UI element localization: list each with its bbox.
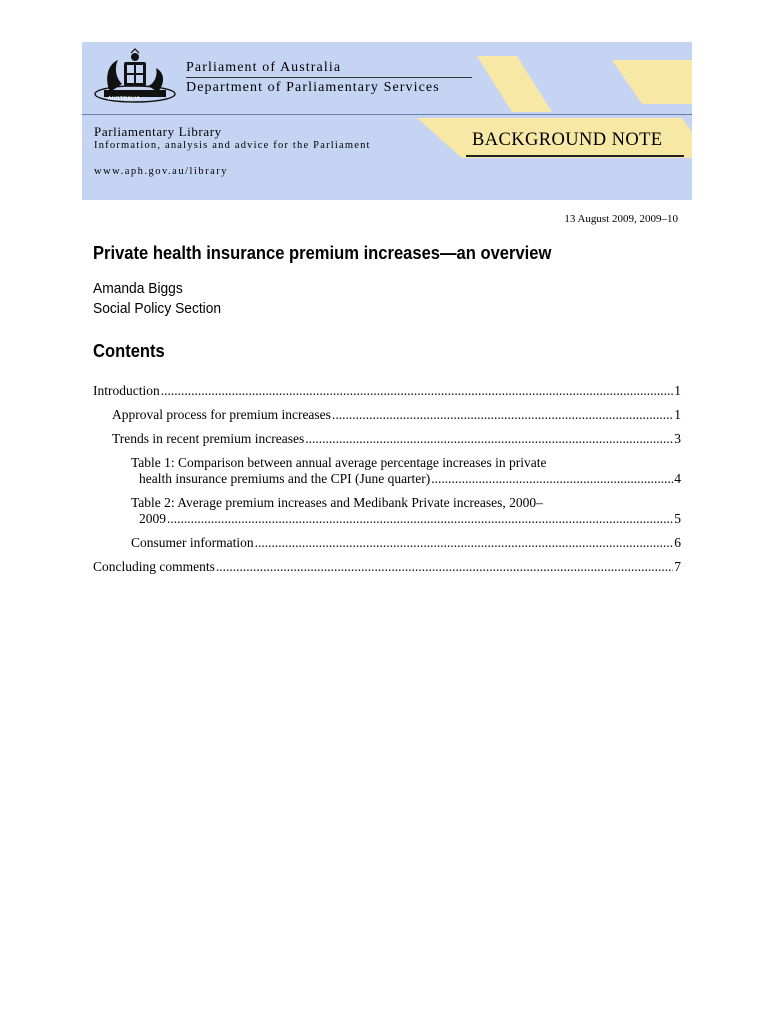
header-divider	[82, 114, 692, 115]
toc-label: Introduction	[93, 383, 160, 398]
toc-leader	[167, 511, 673, 527]
header-rule	[186, 77, 472, 78]
toc-leader	[332, 407, 673, 423]
document-header	[82, 42, 692, 200]
toc-page: 5	[674, 511, 681, 526]
toc-entry-concluding[interactable]	[93, 559, 681, 575]
department-name: Department of Parliamentary Services	[186, 80, 440, 95]
parliament-name: Parliament of Australia	[186, 60, 342, 75]
toc-page: 1	[674, 407, 681, 422]
library-name: Parliamentary Library	[94, 124, 222, 139]
table-of-contents	[93, 383, 681, 583]
library-tagline: Information, analysis and advice for the Parliament	[94, 140, 371, 151]
contents-heading: Contents	[93, 341, 165, 361]
toc-leader	[255, 535, 674, 551]
toc-entry-consumer[interactable]	[131, 535, 681, 551]
toc-leader	[216, 559, 673, 575]
toc-label: Concluding comments	[93, 559, 215, 574]
toc-leader	[305, 431, 673, 447]
author-section: Social Policy Section	[93, 300, 222, 317]
toc-label: Trends in recent premium increases	[112, 431, 305, 446]
author-name: Amanda Biggs	[93, 280, 183, 297]
toc-leader	[161, 383, 674, 399]
toc-page: 3	[674, 431, 681, 446]
toc-entry-table1[interactable]	[93, 455, 681, 487]
publication-date: 13 August 2009, 2009–10	[564, 213, 678, 225]
toc-label: Consumer information	[131, 535, 254, 550]
toc-page: 4	[674, 471, 681, 486]
library-url[interactable]: www.aph.gov.au/library	[94, 166, 228, 177]
toc-entry-approval[interactable]	[112, 407, 681, 423]
toc-label-line2: 2009	[139, 511, 166, 526]
toc-leader	[431, 471, 673, 487]
document-type: BACKGROUND NOTE	[472, 130, 663, 150]
toc-label: Approval process for premium increases	[112, 407, 331, 422]
toc-page: 6	[674, 535, 681, 550]
toc-entry-introduction[interactable]	[93, 383, 681, 399]
toc-label-line1: Table 1: Comparison between annual average percentage increases in private	[131, 455, 547, 470]
toc-entry-trends[interactable]	[112, 431, 681, 447]
document-title: Private health insurance premium increases—an overview	[93, 243, 552, 263]
toc-label-line2: health insurance premiums and the CPI (June quarter)	[139, 471, 431, 486]
toc-label-line1: Table 2: Average premium increases and Medibank Private increases, 2000–	[131, 495, 543, 510]
toc-page: 7	[674, 559, 681, 574]
toc-entry-table2[interactable]	[93, 495, 681, 527]
document-type-underline	[466, 155, 684, 157]
toc-page: 1	[674, 383, 681, 398]
crest-label: AUSTRALIA	[108, 96, 141, 102]
